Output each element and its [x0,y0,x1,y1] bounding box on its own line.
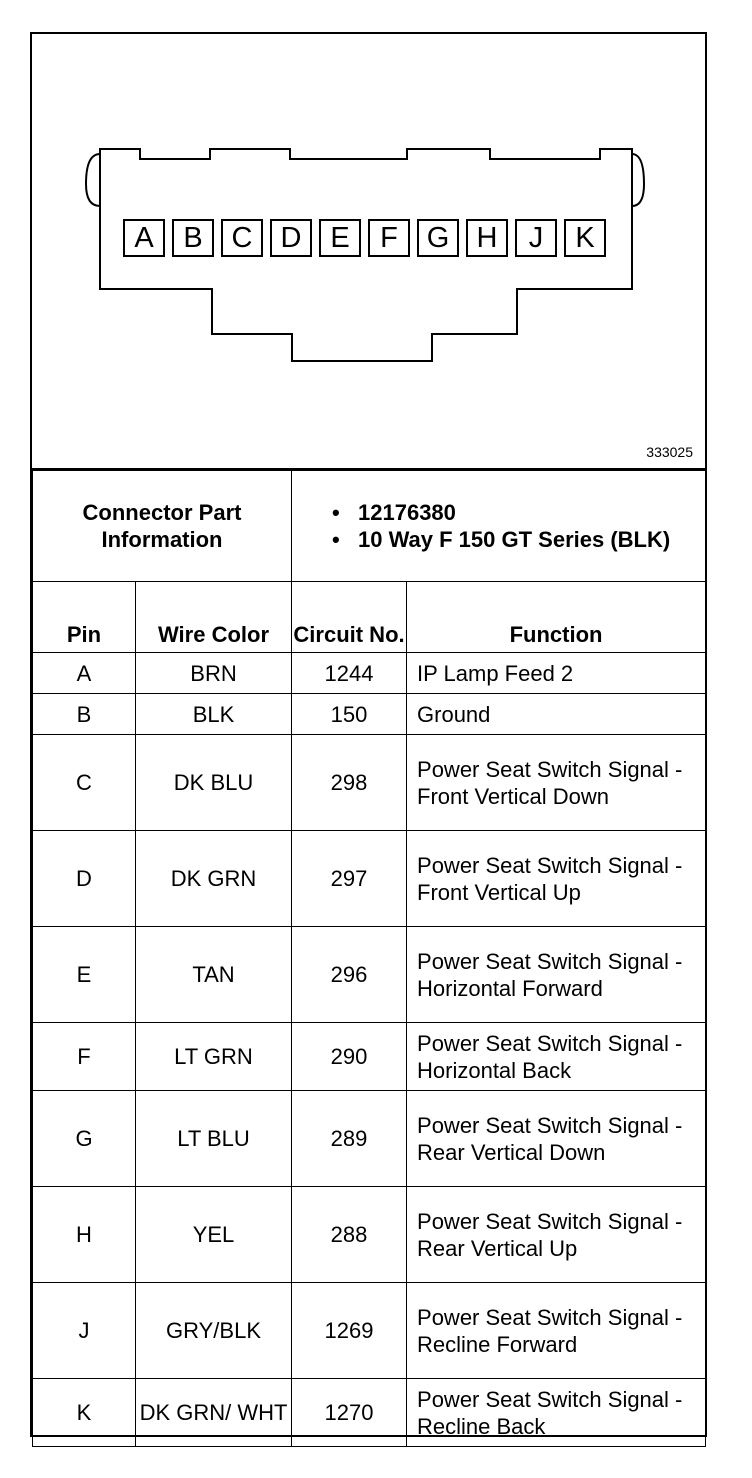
pin-label-k: K [564,219,606,257]
function-cell: Power Seat Switch Signal - Recline Forward [407,1283,706,1379]
wire-color-cell: DK BLU [136,735,292,831]
pin-label-a: A [123,219,165,257]
figure-id: 333025 [646,444,693,460]
wire-color-cell: TAN [136,927,292,1023]
pin-label-j: J [515,219,557,257]
table-row [33,1379,706,1447]
pin-cell: K [33,1379,136,1447]
wire-color-cell: BRN [136,653,292,694]
pin-cell: A [33,653,136,694]
wire-color-cell: LT GRN [136,1023,292,1091]
pin-cell: C [33,735,136,831]
connector-info-label: Connector Part Information [33,471,292,582]
pin-label-d: D [270,219,312,257]
pin-label-b: B [172,219,214,257]
connector-figure [32,34,705,470]
pin-cell: F [33,1023,136,1091]
circuit-cell: 297 [292,831,407,927]
function-cell: Power Seat Switch Signal - Rear Vertical Up [407,1187,706,1283]
header-function: Function [407,582,706,653]
connector-sheet [30,32,707,1437]
pin-label-c: C [221,219,263,257]
circuit-cell: 298 [292,735,407,831]
table-row [33,1091,706,1187]
function-cell: Power Seat Switch Signal - Recline Back [407,1379,706,1447]
function-cell: Power Seat Switch Signal - Horizontal Forward [407,927,706,1023]
wire-color-cell: GRY/BLK [136,1283,292,1379]
circuit-cell: 289 [292,1091,407,1187]
table-row [33,927,706,1023]
table-row [33,735,706,831]
wire-color-cell: LT BLU [136,1091,292,1187]
connector-part-number: • 12176380 [332,499,705,526]
pin-cell: E [33,927,136,1023]
table-header-row [33,582,706,653]
table-row [33,1283,706,1379]
pin-cell: H [33,1187,136,1283]
function-cell: Power Seat Switch Signal - Front Vertical Up [407,831,706,927]
connector-info-values [292,471,706,582]
header-pin: Pin [33,582,136,653]
table-row [33,1023,706,1091]
table-row [33,831,706,927]
connector-info-row [33,471,706,582]
wire-color-cell: BLK [136,694,292,735]
circuit-cell: 150 [292,694,407,735]
function-cell: Ground [407,694,706,735]
pin-cell: D [33,831,136,927]
circuit-cell: 1270 [292,1379,407,1447]
circuit-cell: 1269 [292,1283,407,1379]
wire-color-cell: YEL [136,1187,292,1283]
table-row [33,1187,706,1283]
pin-cell: J [33,1283,136,1379]
circuit-cell: 296 [292,927,407,1023]
wire-color-cell: DK GRN [136,831,292,927]
pin-cell: B [33,694,136,735]
connector-description: • 10 Way F 150 GT Series (BLK) [332,526,705,553]
header-circuit: Circuit No. [292,582,407,653]
pinout-table [32,470,706,1447]
function-cell: IP Lamp Feed 2 [407,653,706,694]
function-cell: Power Seat Switch Signal - Front Vertical Down [407,735,706,831]
pin-label-g: G [417,219,459,257]
circuit-cell: 288 [292,1187,407,1283]
pin-label-f: F [368,219,410,257]
table-row [33,653,706,694]
header-wire-color: Wire Color [136,582,292,653]
function-cell: Power Seat Switch Signal - Rear Vertical Down [407,1091,706,1187]
function-cell: Power Seat Switch Signal - Horizontal Back [407,1023,706,1091]
circuit-cell: 290 [292,1023,407,1091]
pin-cell: G [33,1091,136,1187]
circuit-cell: 1244 [292,653,407,694]
table-row [33,694,706,735]
pin-label-e: E [319,219,361,257]
pin-label-h: H [466,219,508,257]
wire-color-cell: DK GRN/ WHT [136,1379,292,1447]
